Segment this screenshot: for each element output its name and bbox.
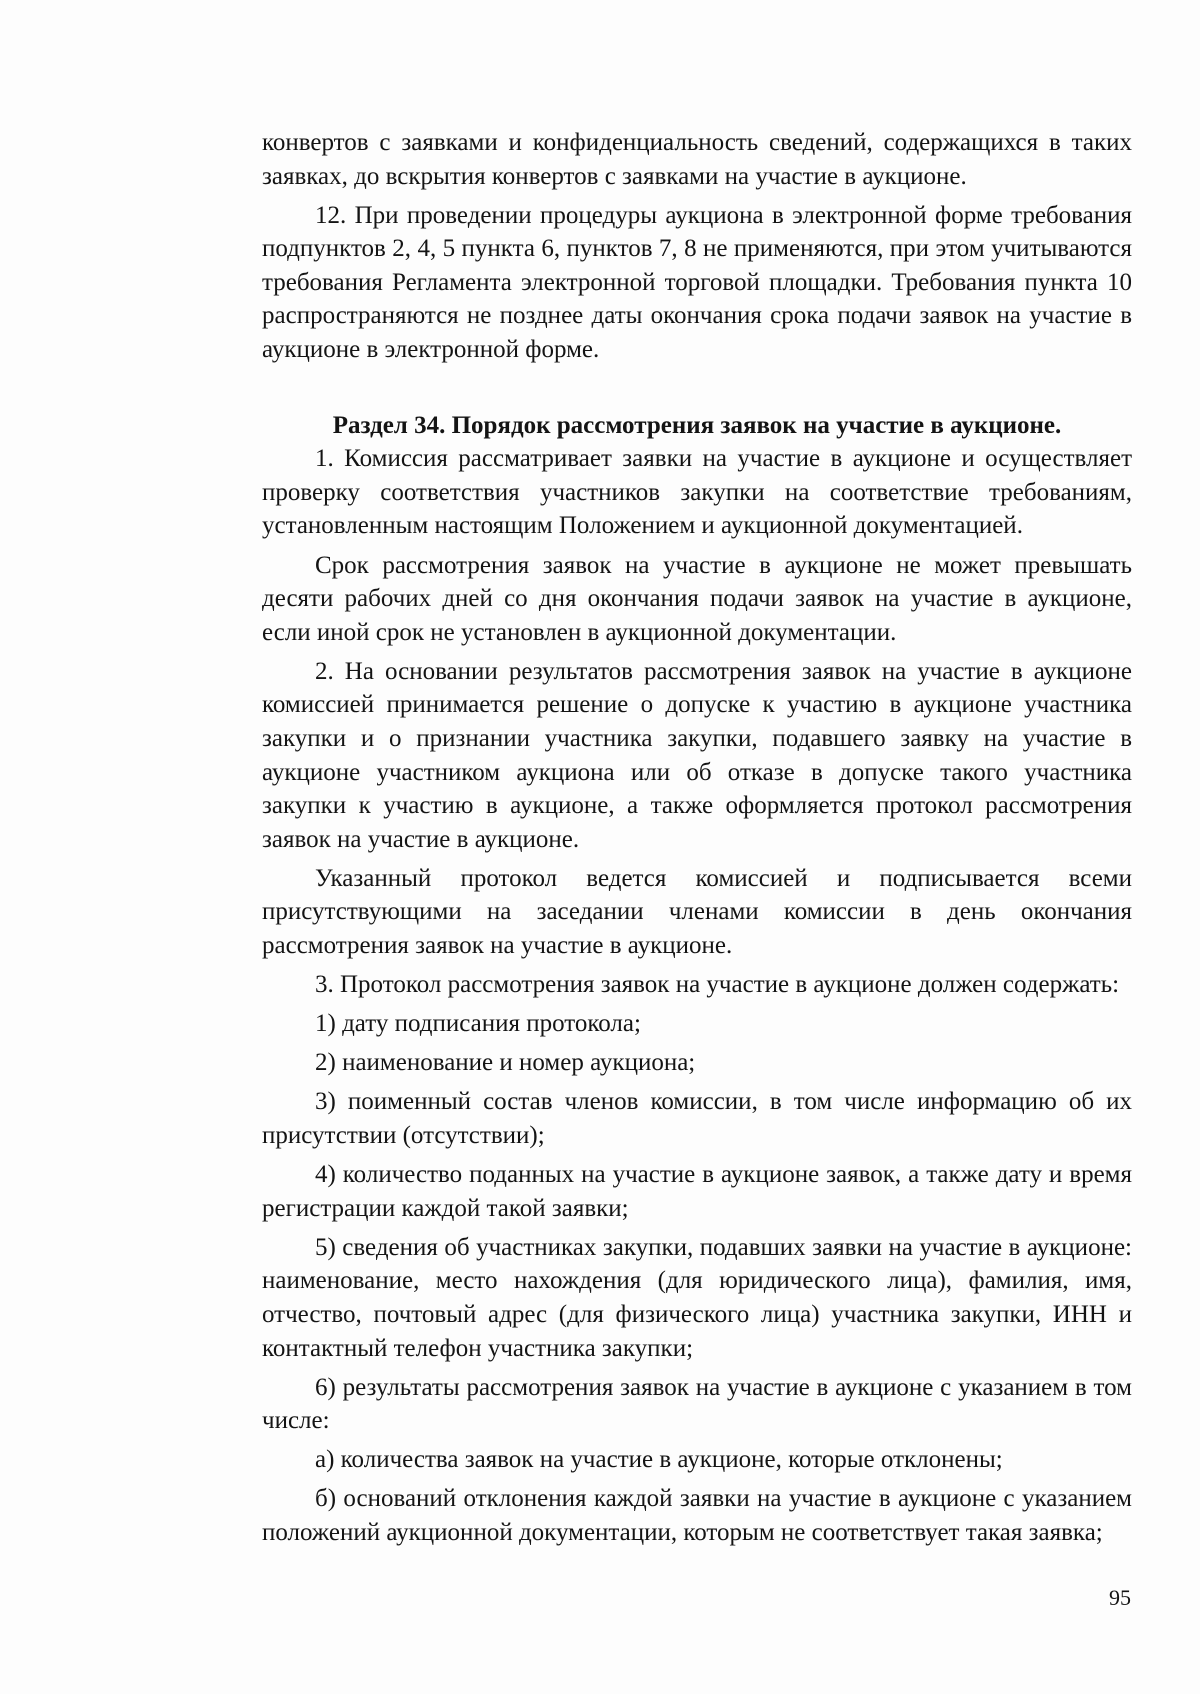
document-body: [262, 126, 1132, 1550]
list-item: 3) поименный состав членов комиссии, в том числе информацию об их присутствии (отсутствии);: [262, 1088, 1132, 1150]
list-item: 2) наименование и номер аукциона;: [315, 1049, 696, 1077]
sub-list-item: б) оснований отклонения каждой заявки на участие в аукционе с указанием положений аукционной документации, которым не соответствует такая заявка;: [262, 1485, 1132, 1547]
list-item: 6) результаты рассмотрения заявок на участие в аукционе с указанием в том числе:: [262, 1373, 1132, 1435]
list-item: 4) количество поданных на участие в аукционе заявок, а также дату и время регистрации каждой такой заявки;: [262, 1161, 1132, 1222]
paragraph: Указанный протокол ведется комиссией и подписывается всеми присутствующими на заседании членами комиссии в день окончания рассмотрения заявок на участие в аукционе.: [262, 864, 1132, 960]
paragraph-item-12: 12. При проведении процедуры аукциона в электронной форме требования подпунктов 2, 4, 5 пункта 6, пунктов 7, 8 не применяются, при этом учитываются требования Регламента электронной торговой площадки. Требования пункта 10 распространяются не позднее даты окончания срока подачи заявок на участие в аукционе в электронной форме.: [262, 201, 1132, 364]
paragraph: Срок рассмотрения заявок на участие в аукционе не может превышать десяти рабочих дней со дня окончания подачи заявок на участие в аукционе, если иной срок не установлен в аукционной документации.: [262, 551, 1132, 646]
paragraph-item-2: 2. На основании результатов рассмотрения заявок на участие в аукционе комиссией принимается решение о допуске к участию в аукционе участника закупки и о признании участника закупки, подавшего заявку на участие в аукционе участником аукциона или об отказе в допуске такого участника закупки к участию в аукционе, а также оформляется протокол рассмотрения заявок на участие в аукционе.: [262, 657, 1132, 853]
section-heading: Раздел 34. Порядок рассмотрения заявок на участие в аукционе.: [332, 411, 1062, 439]
paragraph-item-1: 1. Комиссия рассматривает заявки на участие в аукционе и осуществляет проверку соответствия участников закупки на соответствие требованиям, установленным настоящим Положением и аукционной документацией.: [262, 445, 1132, 540]
page-number: 95: [1109, 1585, 1131, 1610]
paragraph-continuation: конвертов с заявками и конфиденциальность сведений, содержащихся в таких заявках, до вскрытия конвертов с заявками на участие в аукционе.: [262, 129, 1132, 190]
sub-list-item: а) количества заявок на участие в аукционе, которые отклонены;: [315, 1446, 1003, 1474]
list-item: 1) дату подписания протокола;: [315, 1010, 641, 1038]
paragraph-item-3: 3. Протокол рассмотрения заявок на участие в аукционе должен содержать:: [315, 971, 1120, 999]
list-item: 5) сведения об участниках закупки, подавших заявки на участие в аукционе: наименование, место нахождения (для юридического лица), фамилия, имя, отчество, почтовый адрес (для физического лица) участника закупки, ИНН и контактный телефон участника закупки;: [262, 1233, 1132, 1362]
